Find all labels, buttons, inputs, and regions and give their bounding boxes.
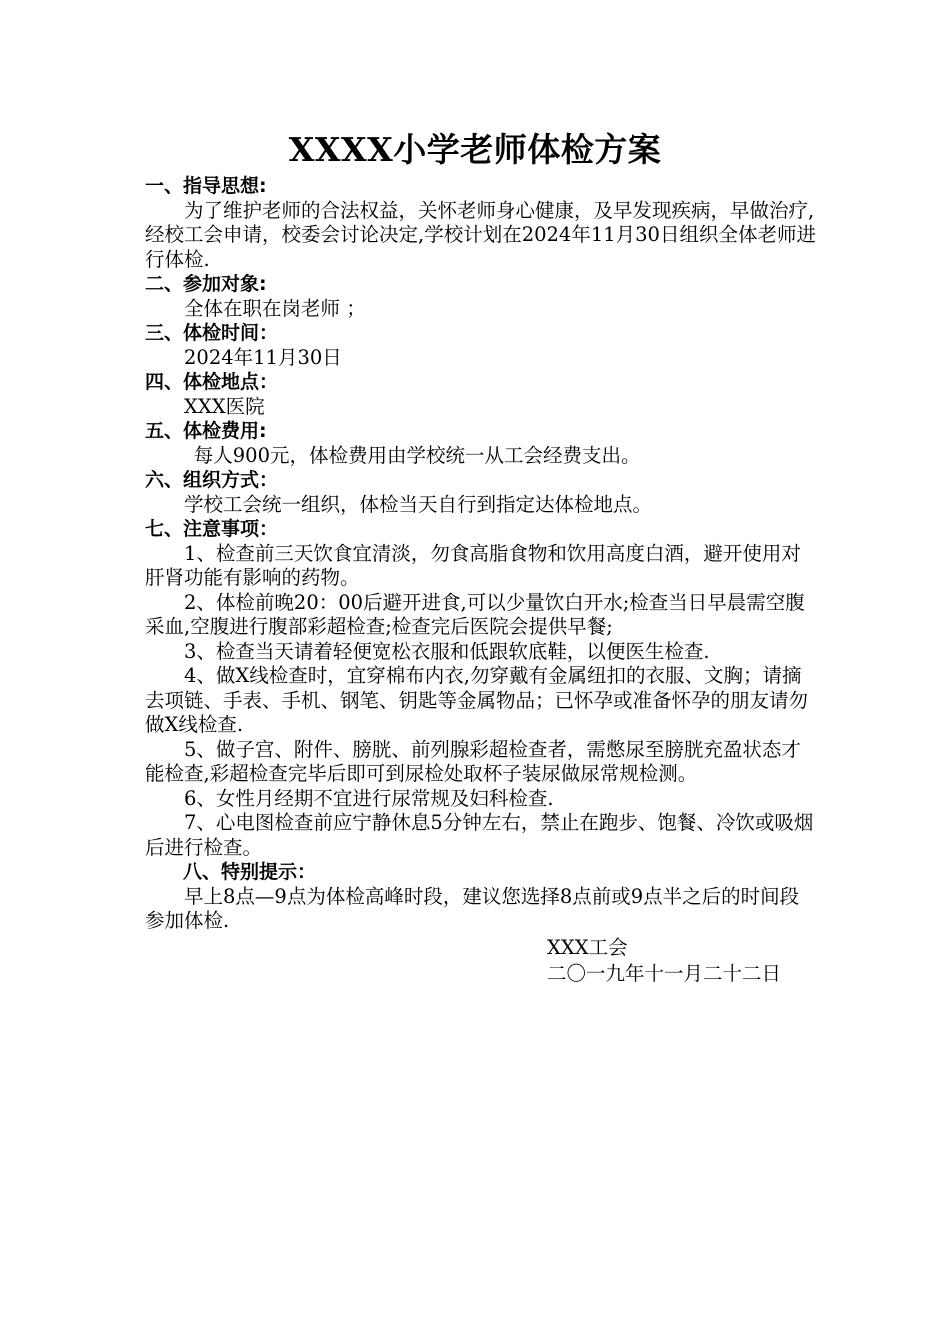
notes-item: 1、检查前三天饮食宜清淡，勿食高脂食物和饮用高度白酒，避开使用对肝肾功能有影响的药物。 — [145, 541, 801, 589]
section-heading-exam-time: 三、体检时间： — [145, 322, 279, 344]
section-body-exam-time: 2024年11月30日 — [184, 345, 342, 369]
notes-item: 2、体检前晚20：00后避开进食,可以少量饮白开水;检查当日早晨需空腹采血,空腹进行腹部彩超检查;检查完后医院会提供早餐; — [145, 590, 805, 638]
section-heading-exam-location: 四、体检地点： — [145, 371, 279, 393]
notes-item: 4、做X线检查时，宜穿棉布内衣,勿穿戴有金属纽扣的衣服、文胸；请摘去项链、手表、手机、钢笔、钥匙等金属物品；已怀孕或准备怀孕的朋友请勿做X线检查. — [145, 664, 809, 736]
section-body-exam-location: XXX医院 — [184, 394, 265, 418]
notes-item: 5、做子宫、附件、膀胱、前列腺彩超检查者，需憋尿至膀胱充盈状态才能检查,彩超检查完毕后即可到尿检处取杯子装尿做尿常规检测。 — [145, 737, 801, 785]
section-heading-notes: 七、注意事项： — [145, 518, 279, 540]
notes-item: 3、检查当天请着轻便宽松衣服和低跟软底鞋，以便医生检查. — [184, 639, 710, 663]
section-body-organization: 学校工会统一组织，体检当天自行到指定达体检地点。 — [184, 492, 653, 516]
document-title: XXXX小学老师体检方案 — [288, 130, 662, 169]
section-heading-special-tips: 八、特别提示： — [183, 861, 317, 883]
notes-item: 6、女性月经期不宜进行尿常规及妇科检查. — [184, 786, 554, 810]
signature-organization: XXX工会 — [547, 935, 628, 959]
section-heading-guiding-principle: 一、指导思想: — [145, 175, 267, 197]
notes-item: 7、心电图检查前应宁静休息5分钟左右，禁止在跑步、饱餐、冷饮或吸烟后进行检查。 — [145, 811, 814, 859]
document-body — [145, 174, 817, 987]
section-body-special-tips: 早上8点—9点为体检高峰时段，建议您选择8点前或9点半之后的时间段参加体检. — [145, 884, 800, 932]
section-heading-exam-fee: 五、体检费用: — [145, 420, 267, 442]
section-heading-organization: 六、组织方式： — [145, 469, 279, 491]
section-heading-participants: 二、参加对象: — [145, 273, 267, 295]
section-body-guiding-principle: 为了维护老师的合法权益，关怀老师身心健康，及早发现疾病，早做治疗,经校工会申请，校委会讨论决定,学校计划在2024年11月30日组织全体老师进行体检. — [145, 198, 816, 271]
section-body-participants: 全体在职在岗老师 ； — [184, 296, 366, 320]
section-body-exam-fee: 每人900元，体检费用由学校统一从工会经费支出。 — [193, 443, 641, 467]
signature-date: 二〇一九年十一月二十二日 — [547, 962, 782, 985]
